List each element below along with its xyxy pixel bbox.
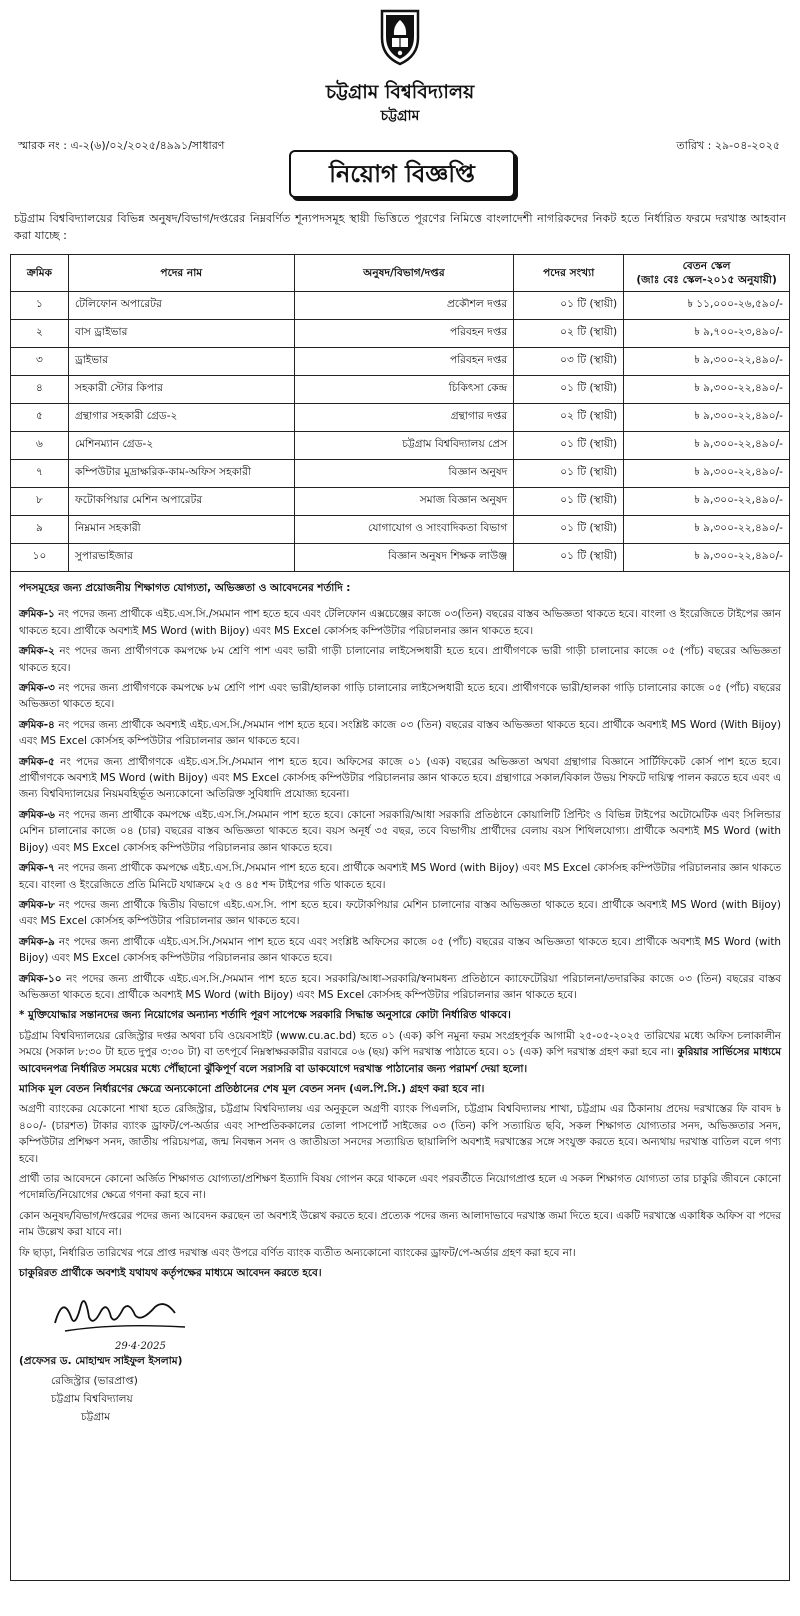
cell-count: ০১ টি (স্থায়ী) (514, 292, 624, 320)
cell-count: ০১ টি (স্থায়ী) (514, 376, 624, 404)
cell-serial: ৭ (11, 460, 69, 488)
header-count: পদের সংখ্যা (514, 255, 624, 292)
cell-department: পরিবহন দপ্তর (294, 320, 514, 348)
notice-date: তারিখ : ২৯-০৪-২০২৫ (676, 139, 780, 152)
condition-text: নং পদের জন্য প্রার্থীকে অবশ্যই এইচ.এস.সি./সমমান পাশ হতে হবে। সংশ্লিষ্ট কাজে ০৩ (তিন) বছরের বাস্তব অভিজ্ঞতা থাকতে হবে। প্রার্থীকে অবশ্যই MS Word (With Bijoy) এবং MS Excel কোর্সসহ কম্পিউটার পরিচালনার জ্ঞান থাকতে হবে। (19, 718, 781, 748)
cell-post: সহকারী স্টোর কিপার (68, 376, 294, 404)
condition-item (19, 717, 781, 750)
signatory-city: চট্টগ্রাম (81, 1411, 111, 1424)
cell-count: ০৩ টি (স্থায়ী) (514, 348, 624, 376)
condition-item (19, 934, 781, 967)
cell-count: ০১ টি (স্থায়ী) (514, 544, 624, 572)
cell-department: গ্রন্থাগার দপ্তর (294, 404, 514, 432)
university-city: চট্টগ্রাম (380, 108, 420, 124)
condition-label: ক্রমিক-২ (19, 645, 55, 658)
condition-label: ক্রমিক-৭ (19, 862, 55, 875)
cell-scale: ৳ ৯,৩০০-২২,৪৯০/- (624, 488, 790, 516)
cell-department: সমাজ বিজ্ঞান অনুষদ (294, 488, 514, 516)
intro-paragraph: চট্টগ্রাম বিশ্ববিদ্যালয়ের বিভিন্ন অনুষদ/বিভাগ/দপ্তরের নিম্নবর্ণিত শূন্যপদসমূহ স্থায়ী ভিত্তিতে পূরণের নিমিত্তে বাংলাদেশী নাগরিকদের নিকট হতে নির্ধারিত ফরমে দরখাস্ত আহবান করা যাচ্ছে : (14, 212, 786, 242)
condition-text: নং পদের জন্য প্রার্থীকে এইচ.এস.সি./সমমান পাশ হতে হবে এবং সংশ্লিষ্ট অফিসের কাজে ০৫ (পাঁচ) বছরের বাস্তব অভিজ্ঞতা থাকতে হবে। প্রার্থীকে অবশ্যই MS Word (with Bijoy) এবং MS Excel কোর্সসহ কম্পিউটার পরিচালনার জ্ঞান থাকতে হবে। (19, 935, 781, 965)
condition-text: নং পদের জন্য প্রার্থীগণকে কমপক্ষে ৮ম শ্রেণি পাশ এবং ভারী গাড়ী চালানোর লাইসেন্সধারী হতে হবে। প্রার্থীগণকে ভারী গাড়ী চালানোর কাজে ০৫ (পাঁচ) বছরের অভিজ্ঞতা থাকতে হবে। (19, 645, 781, 674)
cell-post: গ্রন্থাগার সহকারী গ্রেড-২ (68, 404, 294, 432)
cell-department: চিকিৎসা কেন্দ্র (294, 376, 514, 404)
cell-serial: ৫ (11, 404, 69, 432)
conditions-box (10, 571, 790, 1581)
cell-post: নিম্নমান সহকারী (68, 516, 294, 544)
cell-count: ০২ টি (স্থায়ী) (514, 320, 624, 348)
signature-block (19, 1287, 279, 1437)
cell-department: বিজ্ঞান অনুষদ শিক্ষক লাউঞ্জ (294, 544, 514, 572)
cell-department: চট্টগ্রাম বিশ্ববিদ্যালয় প্রেস (294, 432, 514, 460)
condition-label: ক্রমিক-১ (19, 608, 55, 621)
cell-serial: ৪ (11, 376, 69, 404)
header-department: অনুষদ/বিভাগ/দপ্তর (294, 255, 514, 292)
condition-text: নং পদের জন্য প্রার্থীকে এইচ.এস.সি./সমমান পাশ হতে হবে। সরকারি/আধা-সরকারি/স্বনামধন্য প্রতিষ্ঠানে ক্যাফেটেরিয়া পরিচালনা/তদারকির কাজে ০৩ (তিন) বছরের বাস্তব অভিজ্ঞতা থাকতে হবে। প্রার্থীকে অবশ্যই MS Word (with Bijoy) এবং MS Excel কোর্সসহ কম্পিউটার পরিচালনার জ্ঞান থাকতে হবে। (19, 972, 781, 1001)
cell-scale: ৳ ৯,৩০০-২২,৪৯০/- (624, 544, 790, 572)
quota-note (19, 1007, 781, 1023)
table-row (11, 320, 790, 348)
condition-label: ক্রমিক-১০ (19, 972, 62, 985)
condition-text: নং পদের জন্য প্রার্থীকে এইচ.এস.সি./সমমান পাশ হতে হবে এবং টেলিফোন এক্সচেঞ্জের কাজে ০৩(তিন) বছরের বাস্তব অভিজ্ঞতা থাকতে হবে। বাংলা ও ইংরেজিতে টাইপের জ্ঞান থাকতে হবে। প্রার্থীকে অবশ্যই MS Word (with Bijoy) এবং MS Excel কোর্সসহ কম্পিউটার পরিচালনার জ্ঞান থাকতে হবে। (19, 608, 781, 637)
condition-text: নং পদের জন্য প্রার্থীকে দ্বিতীয় বিভাগে এইচ.এস.সি. পাশ হতে হবে। ফটোকপিয়ার মেশিন চালানোর বাস্তব অভিজ্ঞতা থাকতে হবে। প্রার্থীকে অবশ্যই MS Word (with Bijoy) এবং MS Excel কোর্সসহ কম্পিউটার পরিচালনার জ্ঞান থাকতে হবে। (19, 898, 781, 928)
vacancy-table (10, 254, 790, 572)
cell-serial: ৮ (11, 488, 69, 516)
cell-serial: ৯ (11, 516, 69, 544)
cell-scale: ৳ ৯,৩০০-২২,৪৯০/- (624, 348, 790, 376)
condition-item (19, 860, 781, 893)
condition-text: নং পদের জন্য প্রার্থীকে কমপক্ষে এইচ.এস.সি./সমমান পাশ হতে হবে। কোনো সরকারি/আধা সরকারি প্রতিষ্ঠানে কোয়ালিটি প্রিন্টিং ও বিভিন্ন টাইপের অটোমেটিক এবং সিলিন্ডার মেশিন চালানোর কাজে ০৪ (চার) বছরের বাস্তব অভিজ্ঞতা থাকতে হবে। বয়স অনূর্ধ ৩৫ বছর, তবে বিভাগীয় প্রার্থীদের বেলায় বয়স শিথিলযোগ্য। প্রার্থীকে অবশ্যই MS Word (with Bijoy) এবং MS Excel কোর্সসহ কম্পিউটার পরিচালনার জ্ঞান থাকতে হবে। (19, 808, 781, 854)
cell-serial: ৬ (11, 432, 69, 460)
condition-label: ক্রমিক-৫ (19, 755, 55, 768)
cell-count: ০২ টি (স্থায়ী) (514, 404, 624, 432)
header-scale-note: (জাঃ বেঃ স্কেল-২০১৫ অনুযায়ী) (636, 274, 777, 286)
cell-serial: ২ (11, 320, 69, 348)
condition-item (19, 971, 781, 1004)
quota-note-text: * মুক্তিযোদ্ধার সন্তানদের জন্য নিয়োগের অন্যান্য শর্তাদি পূরণ সাপেক্ষে সরকারি সিদ্ধান্ত অনুসারে কোটা নির্ধারিত থাকবে। (19, 1009, 511, 1022)
cell-post: মেশিনম্যান গ্রেড-২ (68, 432, 294, 460)
notice-title: নিয়োগ বিজ্ঞপ্তি (289, 150, 515, 198)
cell-count: ০১ টি (স্থায়ী) (514, 516, 624, 544)
cell-serial: ১ (11, 292, 69, 320)
condition-item (19, 606, 781, 639)
conditions-heading: পদসমূহের জন্য প্রয়োজনীয় শিক্ষাগত যোগ্যতা, অভিজ্ঞতা ও আবেদনের শর্তাদি : (19, 582, 351, 594)
cell-count: ০১ টি (স্থায়ী) (514, 432, 624, 460)
cell-post: সুপারভাইজার (68, 544, 294, 572)
cell-scale: ৳ ১১,০০০-২৬,৫৯০/- (624, 292, 790, 320)
condition-item (19, 643, 781, 676)
condition-item (19, 680, 781, 713)
cell-post: ড্রাইভার (68, 348, 294, 376)
table-row (11, 348, 790, 376)
draft-note: ফি ছাড়া, নির্ধারিত তারিখের পরে প্রাপ্ত দরখাস্ত এবং উপরে বর্ণিত ব্যাংক ব্যতীত অন্যকোনো ব্যাংকের ড্রাফট/পে-অর্ডার গ্রহণ করা হবে না। (19, 1246, 576, 1259)
header-scale (624, 255, 790, 292)
condition-label: ক্রমিক-৩ (19, 682, 55, 695)
cell-department: পরিবহন দপ্তর (294, 348, 514, 376)
condition-item (19, 897, 781, 930)
header-post: পদের নাম (68, 255, 294, 292)
cell-scale: ৳ ৯,৭০০-২৩,৪৯০/- (624, 320, 790, 348)
cell-count: ০১ টি (স্থায়ী) (514, 488, 624, 516)
employed-note (19, 1265, 781, 1281)
condition-text: নং পদের জন্য প্রার্থীগণকে কমপক্ষে ৮ম শ্রেণি পাশ এবং ভারী/হালকা গাড়ি চালানোর লাইসেন্সধারী হতে হবে। প্রার্থীগণকে ভারী/হালকা গাড়ি চালানোর কাজে ০৫ (পাঁচ) বছরের অভিজ্ঞতা থাকতে হবে। (19, 682, 781, 711)
cell-serial: ৩ (11, 348, 69, 376)
cell-serial: ১০ (11, 544, 69, 572)
courier-warning: কুরিয়ার সার্ভিসের মাধ্যমে আবেদনপত্র নির্ধারিত সময়ের মধ্যে পৌঁছানো ঝুঁকিপূর্ণ বলে সরাসরি বা ডাকযোগে দরখাস্ত পাঠানোর জন্য পরামর্শ দেয়া হলো। (19, 1046, 781, 1075)
condition-label: ক্রমিক-৮ (19, 898, 55, 911)
cell-department: যোগাযোগ ও সাংবাদিকতা বিভাগ (294, 516, 514, 544)
university-name: চট্টগ্রাম বিশ্ববিদ্যালয় (325, 81, 475, 103)
university-logo (377, 8, 423, 66)
cell-post: কম্পিউটার মুদ্রাক্ষরিক-কাম-অফিস সহকারী (68, 460, 294, 488)
signatory-name: (প্রফেসর ড. মোহাম্মদ সাইফুল ইসলাম) (19, 1355, 183, 1368)
condition-item (19, 754, 781, 803)
table-row (11, 488, 790, 516)
table-row (11, 432, 790, 460)
fee-note: অগ্রণী ব্যাংকের যেকোনো শাখা হতে রেজিস্ট্রার, চট্টগ্রাম বিশ্ববিদ্যালয় এর অনুকূলে অগ্রণী ব্যাংক পিএলসি, চট্টগ্রাম বিশ্ববিদ্যালয় শাখা, চট্টগ্রাম এর ঠিকানায় প্রদেয় দরখাস্তের ফি বাবদ ৳ ৪০০/- (চারশত) টাকার ব্যাংক ড্রাফট/পে-অর্ডার এবং সাম্প্রতিককালের তোলা পাসপোর্ট সাইজের ০৩ (তিন) কপি সত্যায়িত ছবি, সকল শিক্ষাগত যোগ্যতার সনদ, অভিজ্ঞতার সনদ, কম্পিউটার প্রশিক্ষণ সনদ, জাতীয় পরিচয়পত্র, জন্ম নিবন্ধন সনদ ও জাতীয়তা সনদের সত্যায়িত ছায়ালিপি অবশ্যই দরখাস্তের সঙ্গে সংযুক্ত করতে হবে। অন্যথায় দরখাস্ত বাতিল বলে গণ্য হবে। (19, 1103, 781, 1165)
condition-text: নং পদের জন্য প্রার্থীকে কমপক্ষে এইচ.এস.সি./সমমান পাশ হতে হবে। প্রার্থীকে অবশ্যই MS Word (with Bijoy) এবং MS Excel কোর্সসহ কম্পিউটার পরিচালনার জ্ঞান থাকতে হবে। বাংলা ও ইংরেজিতে প্রতি মিনিটে যথাক্রমে ২৫ ও ৪৫ শব্দ টাইপের গতি থাকতে হবে। (19, 862, 781, 891)
cell-department: বিজ্ঞান অনুষদ (294, 460, 514, 488)
employed-note-text: চাকুরিরত প্রার্থীকে অবশ্যই যথাযথ কর্তৃপক্ষের মাধ্যমে আবেদন করতে হবে। (19, 1267, 322, 1280)
signatory-organization: চট্টগ্রাম বিশ্ববিদ্যালয় (51, 1393, 133, 1406)
condition-label: ক্রমিক-৬ (19, 808, 55, 821)
lpc-note (19, 1081, 781, 1097)
cell-scale: ৳ ৯,৩০০-২২,৪৯০/- (624, 432, 790, 460)
cell-scale: ৳ ৯,৩০০-২২,৪৯০/- (624, 404, 790, 432)
cell-scale: ৳ ৯,৩০০-২২,৪৯০/- (624, 376, 790, 404)
header-scale-label: বেতন স্কেল (682, 260, 731, 272)
signatory-title: রেজিস্ট্রার (ভারপ্রাপ্ত) (51, 1375, 138, 1388)
cell-scale: ৳ ৯,৩০০-২২,৪৯০/- (624, 516, 790, 544)
application-text: চট্টগ্রাম বিশ্ববিদ্যালয়ের রেজিস্ট্রার দপ্তর অথবা চবি ওয়েবসাইট (www.cu.ac.bd) হতে ০১ (এক) কপি নমুনা ফরম সংগ্রহপূর্বক আগামী ২৫-০৫-২০২৫ তারিখের মধ্যে অফিস চলাকালীন সময়ে (সকাল ৮:৩০ টা হতে দুপুর ৩:৩০ টা) বা তৎপূর্বে নিম্নস্বাক্ষরকারীর বরাবরে ০৬ (ছয়) কপি দরখাস্ত পাঠাতে হবে। ০১ (এক) কপি দরখাস্ত গ্রহণ করা হবে না। (19, 1029, 781, 1059)
table-row (11, 404, 790, 432)
application-note (19, 1028, 781, 1077)
condition-text: নং পদের জন্য প্রার্থীগণকে এইচ.এস.সি./সমমান পাশ হতে হবে। অফিসের কাজে ০১ (এক) বছরের অভিজ্ঞতা অথবা গ্রন্থাগার বিজ্ঞানে সার্টিফিকেট কোর্স পাশ হতে হবে। প্রার্থীগণকে অবশ্যই MS Word (with Bijoy) এবং MS Excel কোর্সসহ কম্পিউটার পরিচালনার জ্ঞান থাকতে হবে। গ্রন্থাগারে সকাল/বিকাল উভয় শিফটে দায়িত্ব পালন করতে হবে এবং এ জন্য বিশ্ববিদ্যালয়ের নিয়মবহির্ভূত অন্যকোনো অতিরিক্ত সুবিধাদি প্রযোজ্য হবেনা। (19, 755, 781, 801)
table-row (11, 460, 790, 488)
cell-post: ফটোকপিয়ার মেশিন অপারেটর (68, 488, 294, 516)
lpc-note-text: মাসিক মূল বেতন নির্ধারণের ক্ষেত্রে অন্যকোনো প্রতিষ্ঠানের শেষ মূল বেতন সনদ (এল.পি.সি.) গ্রহণ করা হবে না। (19, 1082, 485, 1095)
condition-item (19, 807, 781, 856)
table-row (11, 292, 790, 320)
cell-count: ০১ টি (স্থায়ী) (514, 460, 624, 488)
cell-department: প্রকৌশল দপ্তর (294, 292, 514, 320)
condition-label: ক্রমিক-৯ (19, 935, 55, 948)
table-row (11, 516, 790, 544)
memo-number: স্মারক নং : এ-২(৬)/০২/২০২৫/৪৯৯১/সাধারণ (18, 139, 225, 152)
separate-application-note: কোন অনুষদ/বিভাগ/দপ্তরের পদের জন্য আবেদন করছেন তা অবশ্যই উল্লেখ করতে হবে। প্রত্যেক পদের জন্য আলাদাভাবে দরখাস্ত জমা দিতে হবে। একটি দরখাস্তে একাধিক অফিস বা পদের নাম উল্লেখ করা যাবে না। (19, 1209, 781, 1239)
table-row (11, 544, 790, 572)
signature-date: 29·4·2025 (115, 1341, 166, 1353)
cell-scale: ৳ ৯,৩০০-২২,৪৯০/- (624, 460, 790, 488)
cell-post: বাস ড্রাইভার (68, 320, 294, 348)
header-serial: ক্রমিক (11, 255, 69, 292)
cell-post: টেলিফোন অপারেটর (68, 292, 294, 320)
concealment-note: প্রার্থী তার আবেদনে কোনো অর্জিত শিক্ষাগত যোগ্যতা/প্রশিক্ষণ ইত্যাদি বিষয় গোপন করে থাকলে এবং পরবর্তীতে নিয়োগপ্রাপ্ত হলে এ সকল শিক্ষাগত যোগ্যতা তার চাকুরি জীবনে কোনো পদোন্নতি/নিয়োগের ক্ষেত্রে গণনা করা হবে না। (19, 1173, 781, 1202)
table-header-row (11, 255, 790, 292)
condition-label: ক্রমিক-৪ (19, 718, 55, 731)
table-row (11, 376, 790, 404)
